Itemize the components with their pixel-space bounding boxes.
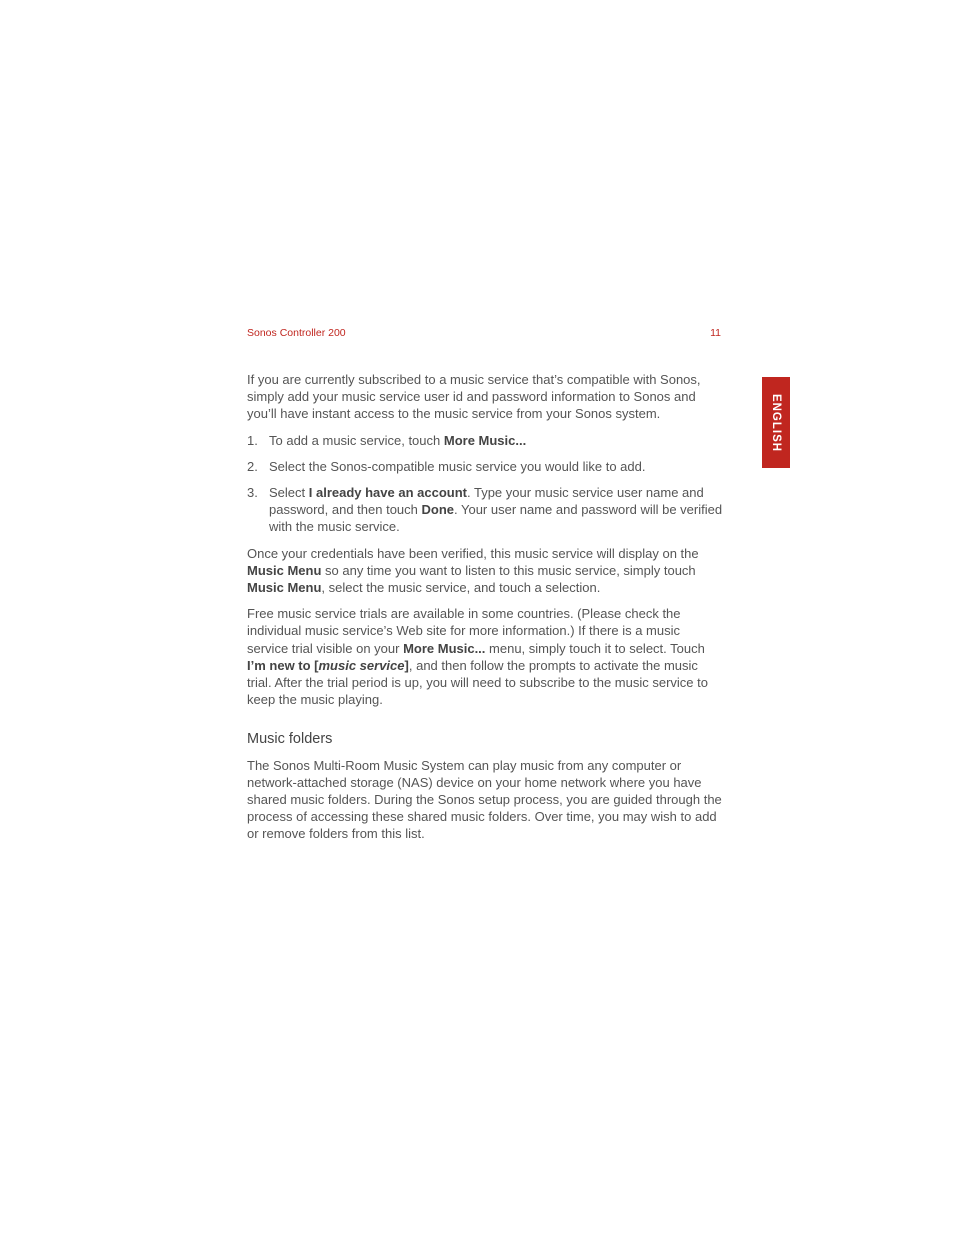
step-text: To add a music service, touch <box>269 432 444 448</box>
step-item <box>247 484 723 536</box>
step-text: . Your user name and password will be verified with the music service. <box>269 502 723 535</box>
trials-text: menu, simply touch it to select. Touch <box>485 640 705 656</box>
trials-text: , and then follow the prompts to activate the music trial. After the trial period is up, you will need to subscribe to the music service to keep the music playing. <box>247 657 708 708</box>
step-number: 3. <box>247 485 258 501</box>
step-text: Select the Sonos-compatible music service you would like to add. <box>269 458 646 474</box>
step-bold-text: I already have an account <box>308 485 467 501</box>
language-tab <box>762 377 790 468</box>
trials-bold-text: More Music... <box>403 640 486 656</box>
credentials-paragraph <box>247 545 723 597</box>
step-number: 2. <box>247 458 258 474</box>
intro-paragraph: If you are currently subscribed to a music service that’s compatible with Sonos, simply add your music service user id and password information to Sonos and you’ll have instant access to the music service from your Sonos system. <box>247 372 701 422</box>
trials-bold-text: ] <box>404 657 409 673</box>
credentials-text: Once your credentials have been verified, this music service will display on the <box>247 545 699 561</box>
page-header <box>247 327 721 343</box>
document-title: Sonos Controller 200 <box>247 327 346 339</box>
step-text: Select <box>269 485 309 501</box>
credentials-bold-text: Music Menu <box>247 562 322 578</box>
credentials-text: so any time you want to listen to this music service, simply touch <box>321 562 696 578</box>
credentials-text: , select the music service, and touch a selection. <box>321 580 601 596</box>
step-item <box>247 432 723 449</box>
step-item <box>247 458 723 475</box>
trials-bold-italic-text: music service <box>318 657 405 673</box>
step-bold-text: Done <box>421 502 454 518</box>
step-number: 1. <box>247 432 258 448</box>
credentials-bold-text: Music Menu <box>247 580 322 596</box>
folders-paragraph: The Sonos Multi-Room Music System can play music from any computer or network-attached storage (NAS) device on your home network where you have shared music folders. During the Sonos setup process, you are guided through the process of accessing these shared music folders. Over time, you may wish to add or remove folders from this list. <box>247 757 722 842</box>
trials-bold-text: I’m new to [ <box>247 657 319 673</box>
page-content <box>247 371 723 852</box>
steps-list <box>247 432 723 536</box>
trials-paragraph <box>247 605 723 708</box>
step-text: . Type your music service user name and password, and then touch <box>269 485 704 518</box>
step-bold-text: More Music... <box>443 432 527 448</box>
section-heading: Music folders <box>247 731 333 748</box>
language-tab-label: ENGLISH <box>770 393 782 452</box>
trials-text: Free music service trials are available in some countries. (Please check the individual music service’s Web site for more information.) If there is a music service trial visible on your <box>247 606 681 656</box>
page-number: 11 <box>710 327 721 339</box>
